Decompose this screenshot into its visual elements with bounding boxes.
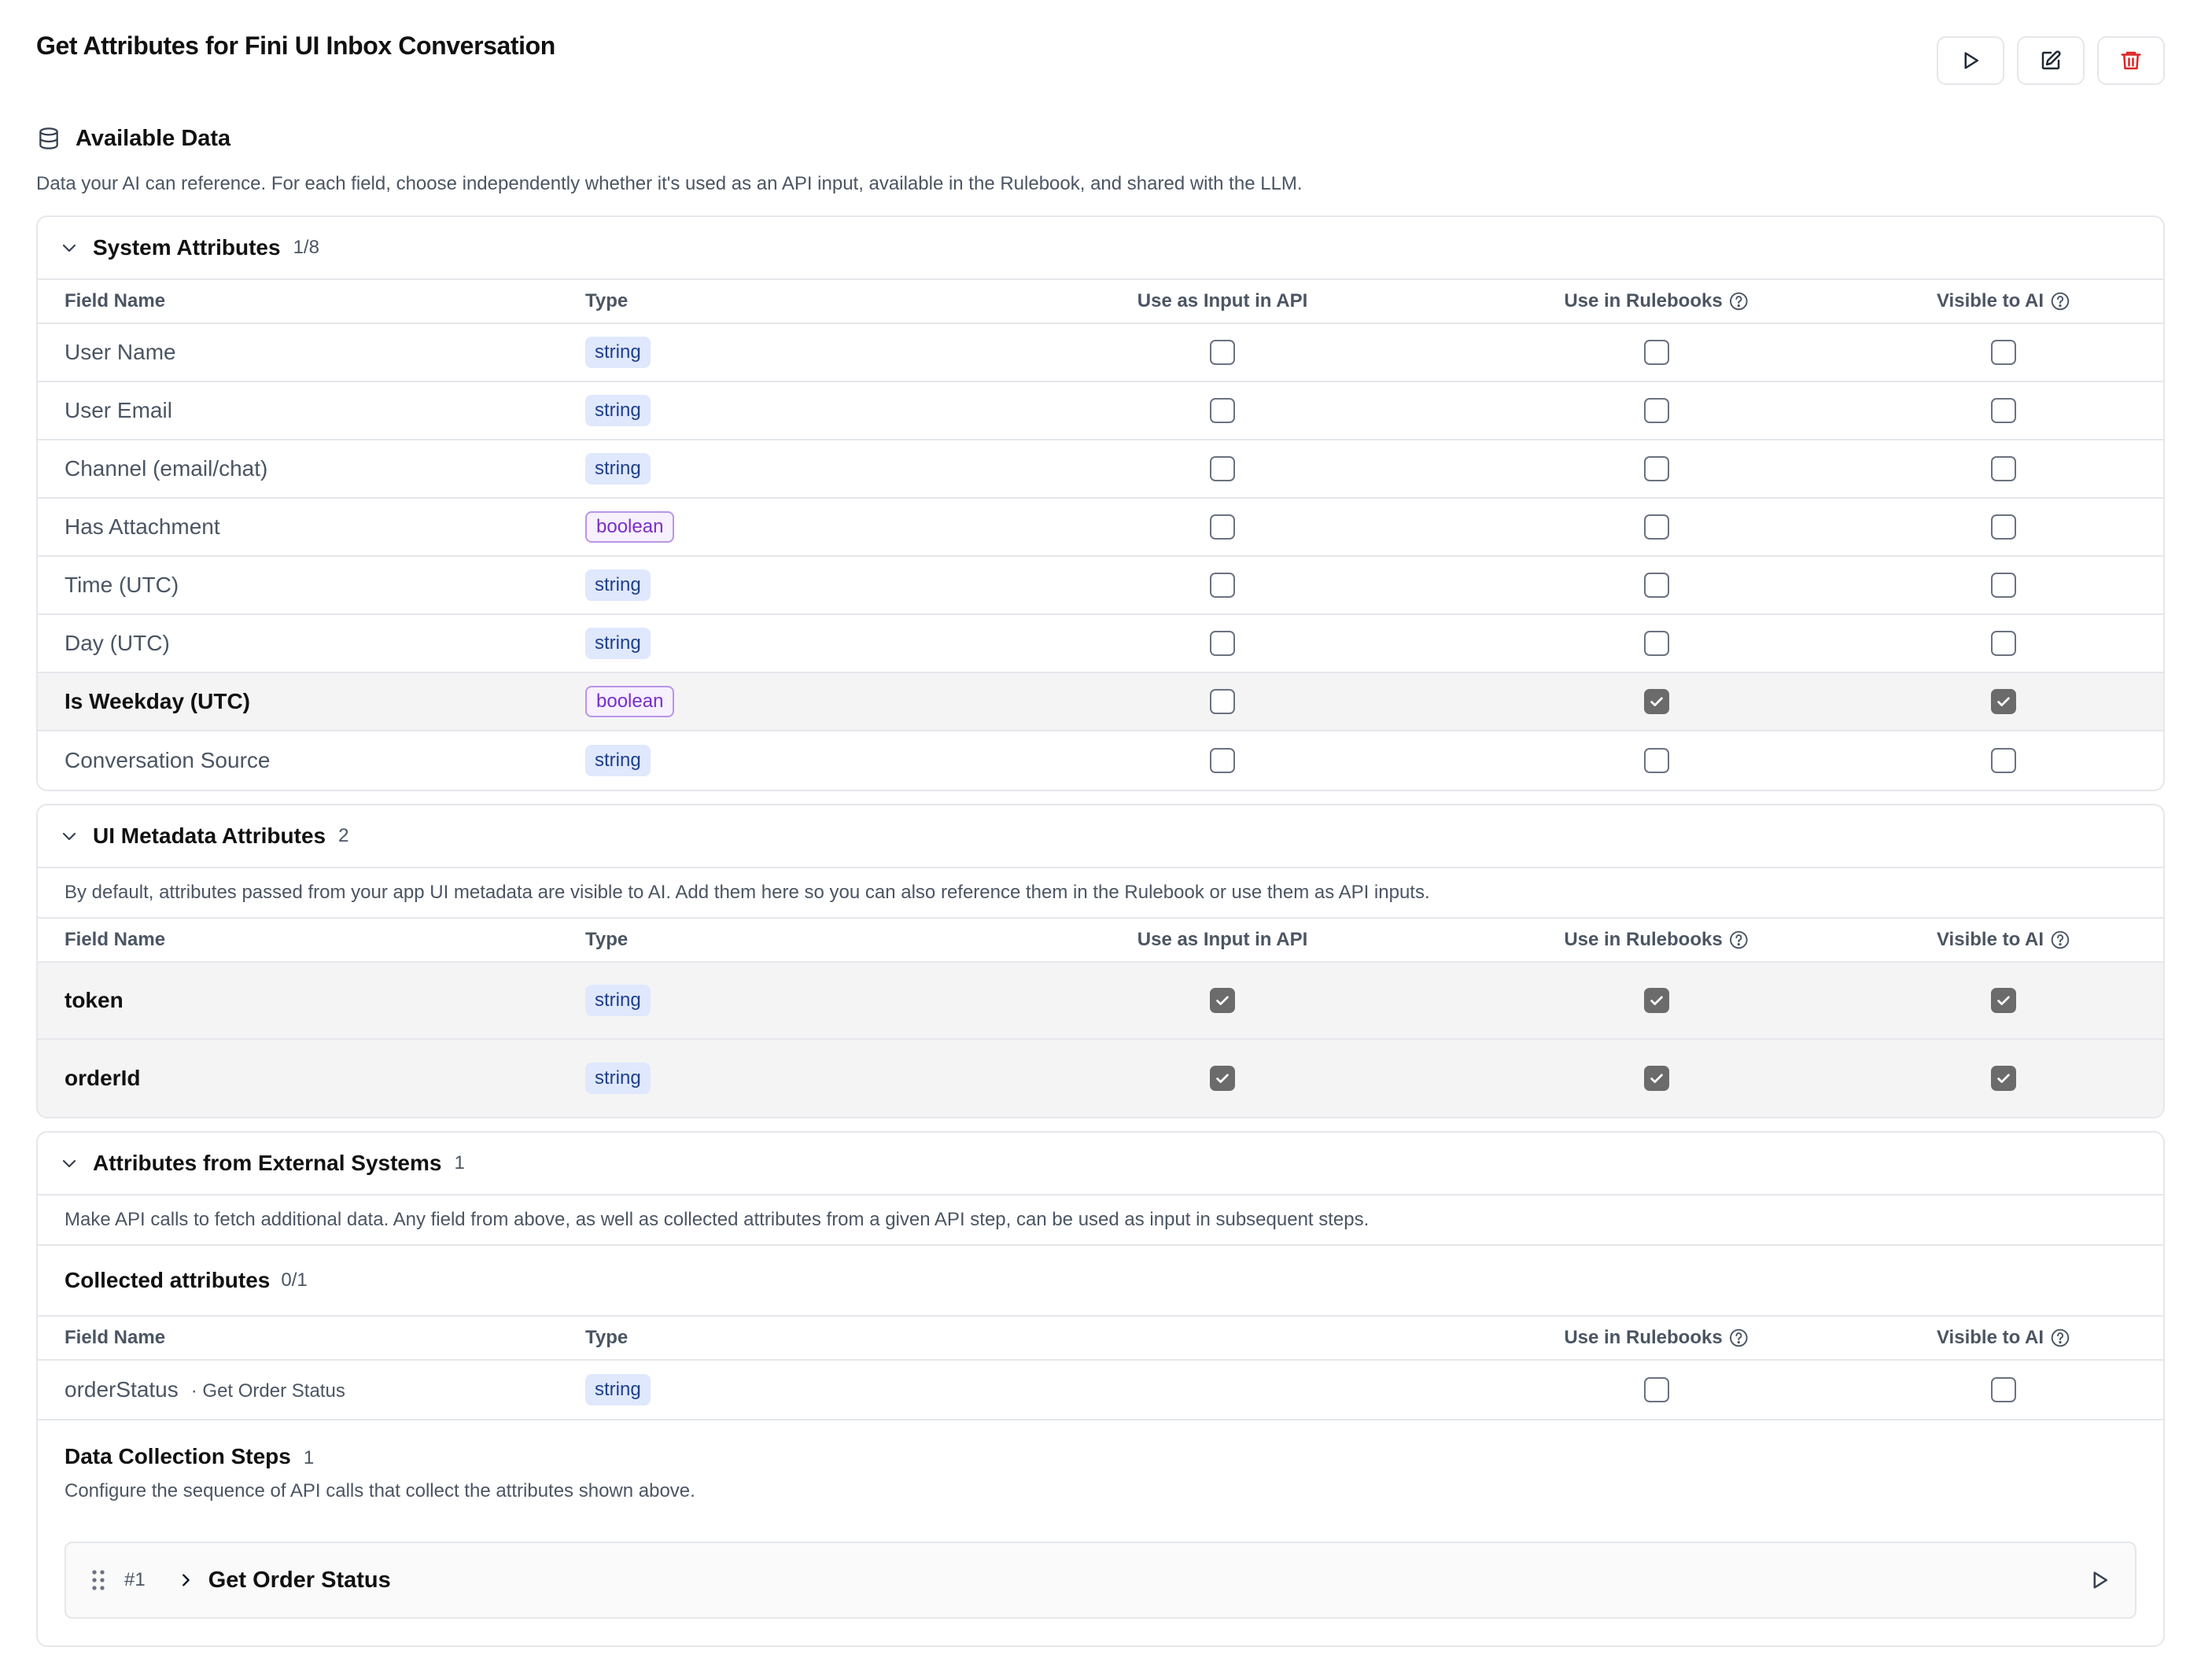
step-item[interactable] (65, 1542, 2136, 1619)
col-type: Type (585, 290, 629, 311)
api-input-cell (1210, 398, 1235, 423)
field-name: Channel (email/chat) (65, 456, 268, 481)
rulebooks-checkbox[interactable] (1644, 456, 1669, 481)
col-visible-to-ai: Visible to AI (1937, 290, 2070, 312)
visible-to-ai-checkbox[interactable] (1991, 748, 2016, 773)
visible-cell (1991, 1066, 2016, 1091)
visible-cell (1991, 631, 2016, 656)
field-name: Has Attachment (65, 514, 220, 539)
api-input-cell (1210, 748, 1235, 773)
available-data-heading (36, 118, 2165, 159)
table-row[interactable] (38, 440, 2163, 499)
data-collection-steps-title: Data Collection Steps (65, 1444, 291, 1468)
visible-cell (1991, 514, 2016, 540)
system-attributes-rows (38, 324, 2163, 790)
rulebooks-cell (1644, 1377, 1669, 1402)
collected-attributes-count: 0/1 (281, 1269, 308, 1291)
api-input-checkbox[interactable] (1210, 689, 1235, 714)
type-badge: boolean (585, 686, 674, 717)
api-input-checkbox[interactable] (1210, 456, 1235, 481)
api-input-cell (1210, 689, 1235, 714)
api-input-checkbox[interactable] (1210, 573, 1235, 598)
system-attributes-title: System Attributes (93, 235, 281, 260)
rulebooks-checkbox[interactable] (1644, 398, 1669, 423)
table-row[interactable] (38, 382, 2163, 440)
field-name-cell (65, 988, 124, 1013)
field-name-cell (65, 398, 172, 423)
chevron-right-icon[interactable] (177, 1571, 194, 1589)
field-name-cell (65, 748, 270, 773)
rulebooks-checkbox[interactable] (1644, 514, 1669, 540)
chevron-down-icon (60, 827, 79, 846)
api-input-checkbox[interactable] (1210, 988, 1235, 1013)
field-name-cell (65, 456, 267, 481)
table-header (38, 280, 2163, 324)
visible-to-ai-checkbox[interactable] (1991, 514, 2016, 540)
visible-cell (1991, 988, 2016, 1013)
type-badge: string (585, 1374, 651, 1406)
api-input-checkbox[interactable] (1210, 1066, 1235, 1091)
table-row[interactable] (38, 1040, 2163, 1117)
field-name-cell (65, 340, 176, 365)
api-input-cell (1210, 340, 1235, 365)
type-badge: string (585, 745, 651, 776)
col-rulebooks: Use in Rulebooks (1564, 290, 1749, 312)
chevron-down-icon (60, 1154, 79, 1173)
col-field-name: Field Name (65, 290, 166, 311)
rulebooks-checkbox[interactable] (1644, 631, 1669, 656)
visible-cell (1991, 748, 2016, 773)
table-row[interactable] (38, 673, 2163, 731)
field-source: · Get Order Status (190, 1380, 345, 1402)
visible-to-ai-checkbox[interactable] (1991, 631, 2016, 656)
ui-metadata-title: UI Metadata Attributes (93, 823, 326, 848)
type-cell (585, 1374, 651, 1406)
chevron-down-icon (60, 238, 79, 257)
rulebooks-checkbox[interactable] (1644, 748, 1669, 773)
type-cell (585, 745, 651, 776)
available-data-description: Data your AI can reference. For each field, choose independently whether it's used as an API input, available in the Rulebook, and shared with the LLM. (36, 173, 1303, 194)
collected-attributes-rows (38, 1361, 2163, 1420)
page-title: Get Attributes for Fini UI Inbox Conversation (36, 31, 555, 60)
type-badge: string (585, 1063, 651, 1094)
visible-to-ai-checkbox[interactable] (1991, 340, 2016, 365)
api-input-checkbox[interactable] (1210, 631, 1235, 656)
external-systems-card (36, 1131, 2165, 1647)
col-api-input: Use as Input in API (1137, 290, 1308, 311)
col-api-input: Use as Input in API (1137, 929, 1308, 950)
type-cell (585, 686, 674, 717)
data-collection-steps-heading (65, 1444, 2136, 1469)
col-field-name: Field Name (65, 1327, 166, 1348)
database-icon (36, 126, 61, 151)
data-collection-steps-description: Configure the sequence of API calls that collect the attributes shown above. (65, 1480, 695, 1501)
field-name: Is Weekday (UTC) (65, 689, 250, 713)
data-collection-steps-count: 1 (303, 1447, 315, 1468)
field-name-cell (65, 689, 250, 714)
col-field-name: Field Name (65, 929, 166, 950)
rulebooks-cell (1644, 340, 1669, 365)
field-name-cell (65, 1377, 345, 1402)
external-systems-count: 1 (454, 1152, 465, 1173)
ui-metadata-note: By default, attributes passed from your app UI metadata are visible to AI. Add them here so you can also reference them in the Rulebook or use them as API inputs. (38, 868, 2163, 919)
rulebooks-cell (1644, 689, 1669, 714)
external-systems-note: Make API calls to fetch additional data. Any field from above, as well as collected attributes from a given API step, can be used as input in subsequent steps. (38, 1196, 2163, 1246)
system-attributes-toggle[interactable] (38, 217, 2163, 280)
delete-button[interactable] (2097, 36, 2165, 85)
type-cell (585, 511, 674, 543)
type-cell (585, 395, 651, 426)
field-name: token (65, 988, 124, 1012)
field-name-cell (65, 573, 179, 598)
rulebooks-checkbox[interactable] (1644, 1066, 1669, 1091)
rulebooks-cell (1644, 1066, 1669, 1091)
field-name: User Name (65, 340, 176, 364)
type-badge: string (585, 628, 651, 659)
rulebooks-cell (1644, 398, 1669, 423)
col-type: Type (585, 1327, 629, 1348)
ui-metadata-count: 2 (338, 825, 349, 846)
run-button[interactable] (1937, 36, 2004, 85)
rulebooks-cell (1644, 988, 1669, 1013)
field-name: User Email (65, 398, 172, 422)
type-cell (585, 337, 651, 368)
api-input-cell (1210, 631, 1235, 656)
help-circle-icon[interactable] (2050, 1328, 2070, 1348)
visible-to-ai-checkbox[interactable] (1991, 398, 2016, 423)
col-type: Type (585, 929, 629, 950)
visible-cell (1991, 456, 2016, 481)
header (36, 0, 2165, 118)
type-cell (585, 985, 651, 1016)
field-name-cell (65, 631, 170, 656)
help-circle-icon[interactable] (2050, 291, 2070, 311)
table-header (38, 919, 2163, 963)
table-header (38, 1317, 2163, 1361)
step-name: Get Order Status (208, 1567, 391, 1593)
drag-handle-icon[interactable] (90, 1568, 107, 1592)
table-row[interactable] (38, 615, 2163, 673)
collected-attributes-title: Collected attributes (65, 1268, 271, 1292)
col-rulebooks: Use in Rulebooks (1564, 1327, 1749, 1349)
table-row[interactable] (38, 731, 2163, 790)
ui-metadata-card (36, 804, 2165, 1118)
api-input-checkbox[interactable] (1210, 514, 1235, 540)
api-input-cell (1210, 514, 1235, 540)
play-icon[interactable] (2088, 1568, 2111, 1592)
play-icon (1959, 49, 1982, 72)
col-visible-to-ai: Visible to AI (1937, 1327, 2070, 1349)
field-name: Day (UTC) (65, 631, 170, 655)
rulebooks-cell (1644, 514, 1669, 540)
type-cell (585, 453, 651, 484)
col-rulebooks: Use in Rulebooks (1564, 929, 1749, 951)
api-input-checkbox[interactable] (1210, 748, 1235, 773)
type-badge: string (585, 395, 651, 426)
type-badge: string (585, 337, 651, 368)
edit-button[interactable] (2017, 36, 2085, 85)
ui-metadata-toggle[interactable] (38, 805, 2163, 868)
col-visible-to-ai: Visible to AI (1937, 929, 2070, 951)
help-circle-icon[interactable] (1729, 291, 1749, 311)
visible-cell (1991, 689, 2016, 714)
type-badge: string (585, 453, 651, 484)
data-collection-steps (38, 1420, 2163, 1645)
edit-icon (2039, 49, 2063, 72)
api-input-cell (1210, 1066, 1235, 1091)
rulebooks-cell (1644, 748, 1669, 773)
rulebooks-checkbox[interactable] (1644, 573, 1669, 598)
external-systems-toggle[interactable] (38, 1133, 2163, 1196)
ui-metadata-rows (38, 963, 2163, 1117)
type-badge: string (585, 985, 651, 1016)
rulebooks-cell (1644, 631, 1669, 656)
api-input-checkbox[interactable] (1210, 398, 1235, 423)
trash-icon (2119, 49, 2143, 72)
visible-cell (1991, 340, 2016, 365)
help-circle-icon[interactable] (1729, 930, 1749, 950)
rulebooks-checkbox[interactable] (1644, 1377, 1669, 1402)
visible-cell (1991, 573, 2016, 598)
step-number: #1 (124, 1569, 146, 1590)
api-input-cell (1210, 456, 1235, 481)
type-badge: boolean (585, 511, 674, 543)
type-cell (585, 1063, 651, 1094)
system-attributes-count: 1/8 (293, 237, 319, 258)
table-row[interactable] (38, 963, 2163, 1040)
visible-to-ai-checkbox[interactable] (1991, 988, 2016, 1013)
help-circle-icon[interactable] (2050, 930, 2070, 950)
collected-attributes-heading (38, 1246, 2163, 1317)
field-name: orderId (65, 1066, 141, 1090)
field-name: Time (UTC) (65, 573, 179, 597)
field-name: orderStatus (65, 1377, 179, 1402)
field-name-cell (65, 514, 220, 540)
table-row[interactable] (38, 499, 2163, 557)
api-input-cell (1210, 988, 1235, 1013)
visible-to-ai-checkbox[interactable] (1991, 456, 2016, 481)
system-attributes-card (36, 216, 2165, 791)
help-circle-icon[interactable] (1729, 1328, 1749, 1348)
visible-cell (1991, 1377, 2016, 1402)
table-row[interactable] (38, 1361, 2163, 1419)
header-actions (1937, 36, 2165, 85)
available-data-title: Available Data (76, 125, 231, 151)
visible-to-ai-checkbox[interactable] (1991, 689, 2016, 714)
rulebooks-cell (1644, 456, 1669, 481)
visible-to-ai-checkbox[interactable] (1991, 1066, 2016, 1091)
field-name-cell (65, 1066, 140, 1091)
type-cell (585, 569, 651, 601)
rulebooks-checkbox[interactable] (1644, 988, 1669, 1013)
visible-to-ai-checkbox[interactable] (1991, 1377, 2016, 1402)
visible-to-ai-checkbox[interactable] (1991, 573, 2016, 598)
rulebooks-checkbox[interactable] (1644, 340, 1669, 365)
field-name: Conversation Source (65, 748, 271, 772)
rulebooks-cell (1644, 573, 1669, 598)
api-input-cell (1210, 573, 1235, 598)
type-cell (585, 628, 651, 659)
table-row[interactable] (38, 557, 2163, 615)
table-row[interactable] (38, 324, 2163, 382)
external-systems-title: Attributes from External Systems (93, 1151, 442, 1175)
rulebooks-checkbox[interactable] (1644, 689, 1669, 714)
visible-cell (1991, 398, 2016, 423)
api-input-checkbox[interactable] (1210, 340, 1235, 365)
type-badge: string (585, 569, 651, 601)
